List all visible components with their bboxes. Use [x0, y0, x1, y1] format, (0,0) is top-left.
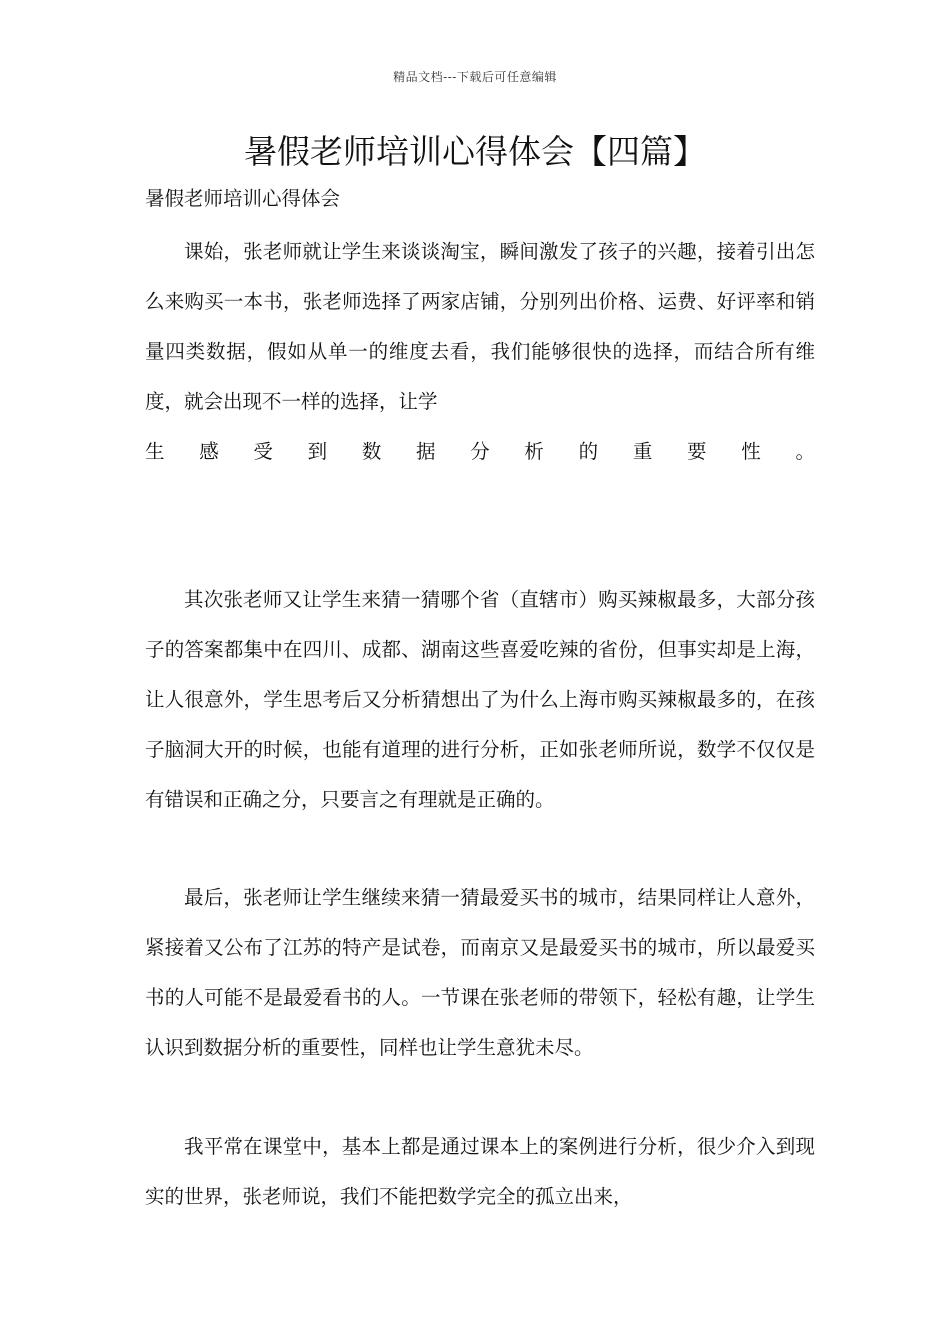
last-line-char: 重 — [632, 440, 653, 463]
document-subtitle: 暑假老师培训心得体会 — [145, 187, 341, 210]
paragraph-2-text: 其次张老师又让学生来猜一猜哪个省（直辖市）购买辣椒最多，大部分孩子的答案都集中在四川、成都、湖南这些喜爱吃辣的省份，但事实却是上海，让人很意外，学生思考后又分析猜想出了为什么上海市购买辣椒最多的，在孩子脑洞大开的时候，也能有道理的进行分析，正如张老师所说，数学不仅仅是有错误和正确之分，只要言之有理就是正确的。 — [145, 588, 815, 811]
paragraph-4 — [145, 1122, 815, 1222]
paragraph-3-text: 最后，张老师让学生继续来猜一猜最爱买书的城市，结果同样让人意外，紧接着又公布了江苏的特产是试卷，而南京又是最爱买书的城市，所以最爱买书的人可能不是最爱看书的人。一节课在张老师的带领下，轻松有趣，让学生认识到数据分析的重要性，同样也让学生意犹未尽。 — [145, 886, 815, 1059]
last-line-char: 数 — [361, 440, 382, 463]
paragraph-4-text: 我平常在课堂中，基本上都是通过课本上的案例进行分析，很少介入到现实的世界，张老师说，我们不能把数学完全的孤立出来， — [145, 1135, 815, 1208]
last-line-char: 感 — [199, 440, 219, 463]
document-title: 暑假老师培训心得体会【四篇】 — [244, 132, 706, 171]
last-line-char: 据 — [416, 440, 436, 463]
paragraph-3 — [145, 873, 815, 1073]
last-line-char: 受 — [253, 440, 273, 463]
paragraph-1-last-line — [145, 427, 815, 477]
last-line-char: 。 — [795, 440, 815, 463]
last-line-char: 生 — [145, 440, 165, 463]
paragraph-2 — [145, 575, 815, 825]
last-line-char: 的 — [578, 440, 599, 463]
paragraph-1-text: 课始，张老师就让学生来谈谈淘宝，瞬间激发了孩子的兴趣，接着引出怎么来购买一本书，张老师选择了两家店铺，分别列出价格、运费、好评率和销量四类数据，假如从单一的维度去看，我们能够很快的选择，而结合所有维度，就会出现不一样的选择，让学 — [145, 240, 815, 413]
paragraph-1 — [145, 227, 815, 477]
last-line-char: 分 — [470, 440, 490, 463]
last-line-char: 性 — [741, 440, 761, 463]
last-line-char: 到 — [307, 440, 328, 463]
last-line-char: 析 — [524, 440, 544, 463]
last-line-char: 要 — [687, 440, 707, 463]
header-note: 精品文档---下载后可任意编辑 — [393, 70, 557, 84]
